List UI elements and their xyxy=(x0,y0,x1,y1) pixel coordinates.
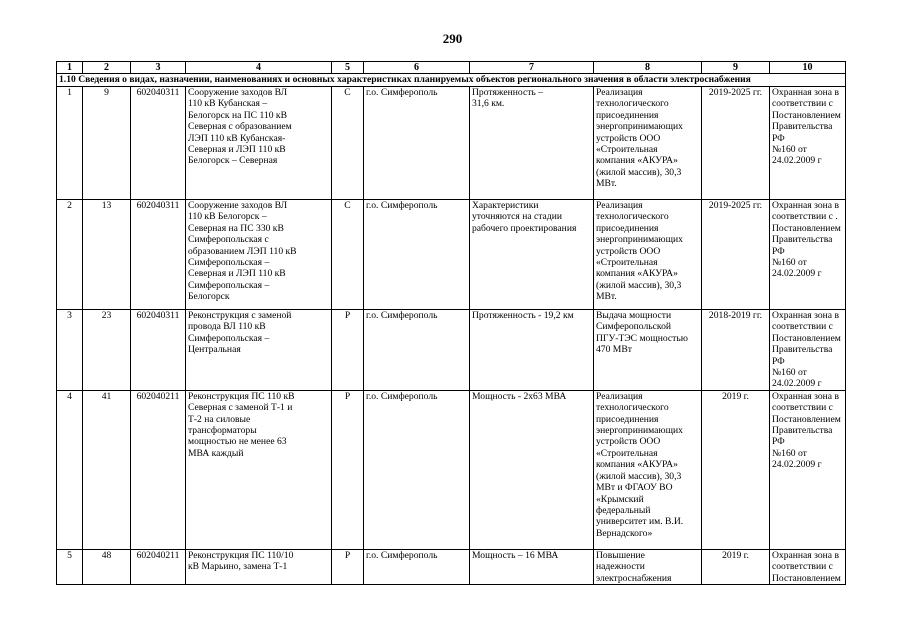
row-index: 1 xyxy=(57,87,83,200)
object-purpose: Повышение надежности электроснабжения xyxy=(594,549,702,584)
object-name: Реконструкция с заменой провода ВЛ 110 кВ Симферопольская – Центральная xyxy=(186,310,332,391)
object-status: Р xyxy=(332,390,364,549)
column-number: 10 xyxy=(770,62,846,74)
object-location: г.о. Симферополь xyxy=(364,87,470,200)
column-number: 9 xyxy=(702,62,770,74)
column-number: 4 xyxy=(186,62,332,74)
row-index: 5 xyxy=(57,549,83,584)
object-code: 602040311 xyxy=(131,200,186,310)
object-purpose: Реализация технологического присоединения энергопринимающих устройств ООО «Строительная компания «АКУРА» (жилой массив), 30,3 МВт. xyxy=(594,200,702,310)
table-row xyxy=(57,549,846,584)
column-number: 8 xyxy=(594,62,702,74)
row-index: 3 xyxy=(57,310,83,391)
object-code: 602040211 xyxy=(131,390,186,549)
object-number: 41 xyxy=(83,390,131,549)
object-period: 2019-2025 гг. xyxy=(702,200,770,310)
column-number: 2 xyxy=(83,62,131,74)
object-location: г.о. Симферополь xyxy=(364,200,470,310)
object-name: Сооружение заходов ВЛ 110 кВ Белогорск – Северная на ПС 330 кВ Симферопольская с образованием ЛЭП 110 кВ Симферопольская – Северная и ЛЭП 110 кВ Симферопольская – Белогорск xyxy=(186,200,332,310)
object-code: 602040211 xyxy=(131,549,186,584)
column-number: 1 xyxy=(57,62,83,74)
object-number: 13 xyxy=(83,200,131,310)
object-zone: Охранная зона в соответствии с Постановлением Правительства РФ №160 от 24.02.2009 г xyxy=(770,87,846,200)
row-index: 4 xyxy=(57,390,83,549)
column-number: 5 xyxy=(332,62,364,74)
object-status: С xyxy=(332,87,364,200)
table-row xyxy=(57,200,846,310)
object-purpose: Выдача мощности Симферопольской ПГУ-ТЭС мощностью 470 МВт xyxy=(594,310,702,391)
page-number: 290 xyxy=(442,31,463,46)
section-row xyxy=(57,74,846,87)
object-period: 2018-2019 гг. xyxy=(702,310,770,391)
object-code: 602040311 xyxy=(131,310,186,391)
object-status: С xyxy=(332,200,364,310)
object-name: Реконструкция ПС 110/10 кВ Марьино, замена Т-1 xyxy=(186,549,332,584)
object-purpose: Реализация технологического присоединения энергопринимающих устройств ООО «Строительная компания «АКУРА» (жилой массив), 30,3 МВт. xyxy=(594,87,702,200)
column-number: 3 xyxy=(131,62,186,74)
object-zone: Охранная зона в соответствии с Постановлением Правительства РФ №160 от 24.02.2009 г xyxy=(770,390,846,549)
object-characteristics: Протяженность – 31,6 км. xyxy=(470,87,594,200)
object-number: 23 xyxy=(83,310,131,391)
table-row xyxy=(57,87,846,200)
object-location: г.о. Симферополь xyxy=(364,310,470,391)
column-number: 7 xyxy=(470,62,594,74)
object-status: Р xyxy=(332,310,364,391)
object-period: 2019 г. xyxy=(702,390,770,549)
column-number: 6 xyxy=(364,62,470,74)
object-purpose: Реализация технологического присоединения энергопринимающих устройств ООО «Строительная компания «АКУРА» (жилой массив), 30,3 МВт и ФГАОУ ВО «Крымский федеральный университет им. В.И. Вернадского» xyxy=(594,390,702,549)
object-period: 2019-2025 гг. xyxy=(702,87,770,200)
object-characteristics: Мощность - 2х63 МВА xyxy=(470,390,594,549)
object-code: 602040311 xyxy=(131,87,186,200)
object-zone: Охранная зона в соответствии с Постановлением Правительства РФ №160 от 24.02.2009 г xyxy=(770,310,846,391)
table-row xyxy=(57,390,846,549)
object-characteristics: Мощность – 16 МВА xyxy=(470,549,594,584)
object-location: г.о. Симферополь xyxy=(364,390,470,549)
object-zone: Охранная зона в соответствии с Постановлением xyxy=(770,549,846,584)
object-period: 2019 г. xyxy=(702,549,770,584)
object-zone: Охранная зона в соответствии с . Постановлением Правительства РФ №160 от 24.02.2009 г xyxy=(770,200,846,310)
object-name: Сооружение заходов ВЛ 110 кВ Кубанская – Белогорск на ПС 110 кВ Северная с образованием ЛЭП 110 кВ Кубанская- Северная и ЛЭП 110 кВ Белогорск – Северная xyxy=(186,87,332,200)
object-status: Р xyxy=(332,549,364,584)
object-location: г.о. Симферополь xyxy=(364,549,470,584)
section-title: 1.10 Сведения о видах, назначении, наименованиях и основных характеристиках планируемых объектов регионального значения в области электроснабжения xyxy=(57,74,846,87)
object-number: 9 xyxy=(83,87,131,200)
row-index: 2 xyxy=(57,200,83,310)
object-number: 48 xyxy=(83,549,131,584)
object-characteristics: Характеристики уточняются на стадии рабочего проектирования xyxy=(470,200,594,310)
column-number-row xyxy=(57,62,846,74)
object-name: Реконструкция ПС 110 кВ Северная с заменой Т-1 и Т-2 на силовые трансформаторы мощностью не менее 63 МВА каждый xyxy=(186,390,332,549)
object-characteristics: Протяженность - 19,2 км xyxy=(470,310,594,391)
planned-objects-table xyxy=(56,61,846,585)
table-row xyxy=(57,310,846,391)
